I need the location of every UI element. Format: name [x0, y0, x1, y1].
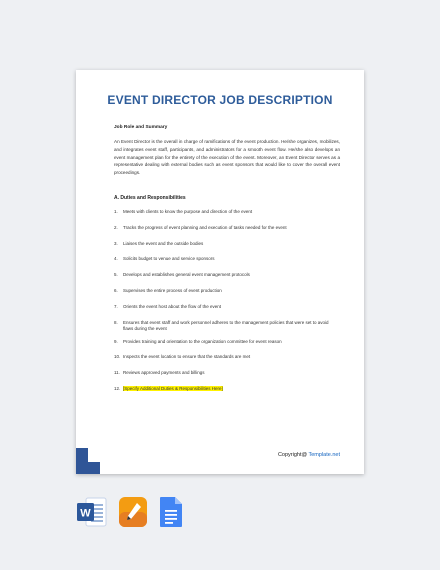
google-docs-icon[interactable] [159, 496, 183, 528]
copyright-notice: Copyright@ Template.net [277, 452, 340, 458]
corner-accent [76, 448, 100, 474]
duty-item: 1. Meets with clients to know the purpose and direction of the event [114, 209, 253, 214]
section-heading: Job Role and Summary [114, 125, 168, 130]
document-page [76, 70, 364, 474]
placeholder-highlight: [Specify Additional Duties & Responsibilities Here] [123, 385, 223, 391]
word-icon-letter: W [80, 507, 91, 520]
intro-paragraph: An Event Director is the overall in charge of ramifications of the event production. He/she organizes, mobilizes, and integrates event staff, participants, and administrators for a smooth event flow. He/she also develops an event management plan for the entirety of the execution of the event. Moreover, an Event Director serves as a representative dealing with external bodies such as event sponsors that would like to cover the overall event proceedings. [114, 139, 340, 176]
duties-heading: A. Duties and Responsibilities [114, 195, 186, 201]
duty-item: 12. [Specify Additional Duties & Responsibilities Here] [114, 385, 223, 391]
duty-item: 9. Provides training and orientation to the organization committee for event reason [114, 338, 282, 344]
document-title: EVENT DIRECTOR JOB DESCRIPTION [107, 93, 333, 107]
duty-item: 10. Inspects the event location to ensure that the standards are met [114, 354, 251, 360]
file-format-icons [0, 496, 440, 530]
pages-icon[interactable] [118, 496, 148, 528]
duties-list [114, 209, 340, 402]
brand-link[interactable]: Template.net [308, 452, 340, 458]
word-icon[interactable] [77, 496, 107, 528]
duty-item: 5. Develops and establishes general event management protocols [114, 272, 250, 278]
duty-item: 2. Tracks the progress of event planning and execution of tasks needed for the event [114, 224, 287, 230]
duty-item: 7. Orients the event host about the flow of the event [114, 303, 222, 309]
duty-item: 4. Solicits budget to venue and service sponsors [114, 256, 215, 262]
duty-item: 6. Supervises the entire process of event production [114, 287, 222, 293]
duty-item: 3. Liaises the event and the outside bodies [114, 240, 204, 246]
duty-item: 11. Reviews approved payments and billings [114, 370, 205, 376]
duty-item: 8. Ensures that event staff and work personnel adheres to the management policies that were set to avoid flaws during the event [114, 319, 329, 332]
